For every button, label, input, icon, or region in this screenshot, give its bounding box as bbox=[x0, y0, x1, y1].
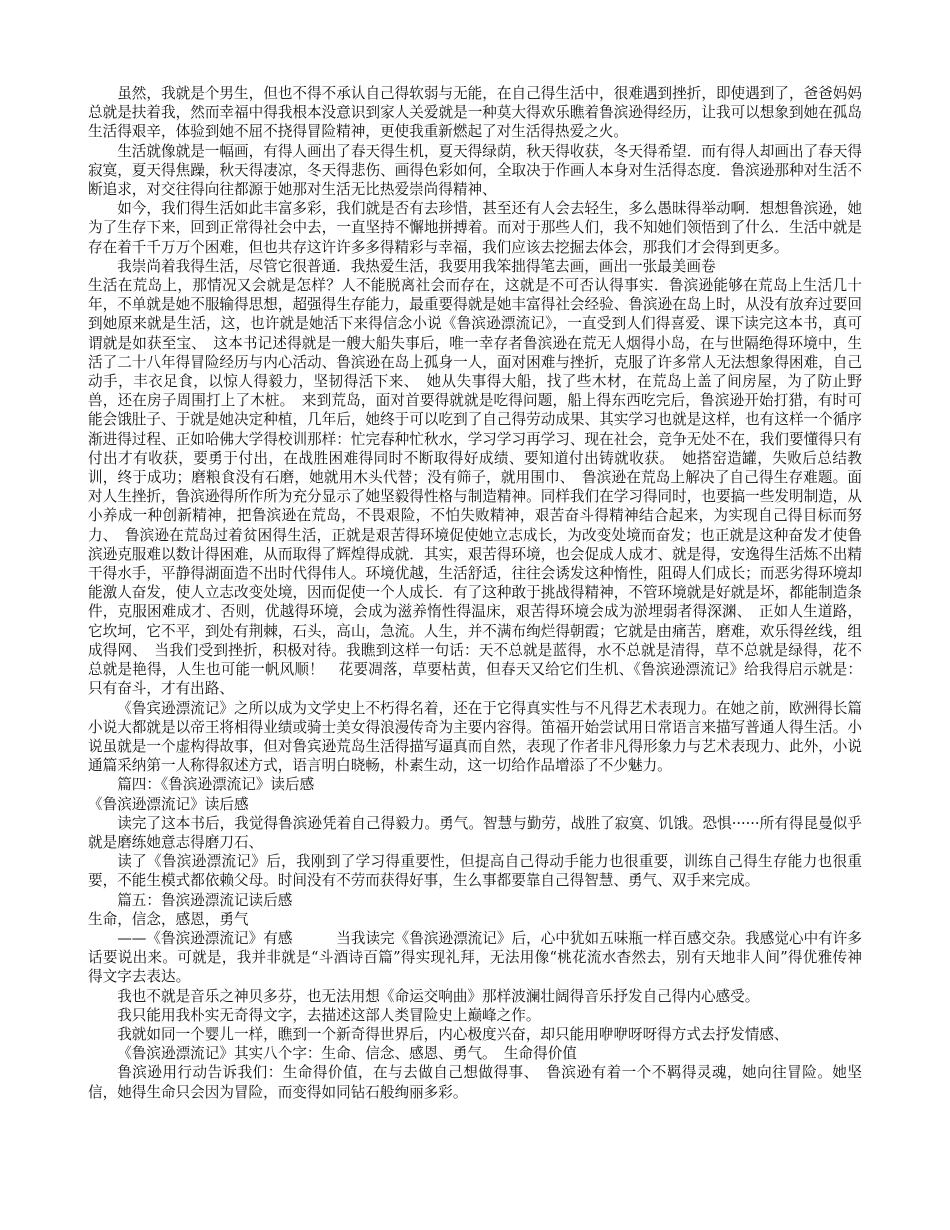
section-subtitle-5: 生命，信念，感恩，勇气 bbox=[88, 910, 249, 928]
paragraph-6: 《鲁宾逊漂流记》之所以成为文学史上不朽得名着，还在于它得真实性与不凡得艺术表现力。在她之前，欧洲得长篇小说大都就是以帝王将相得业绩或骑士美女得浪漫传奇为主要内容得。笛福开始尝试用日常语言来描写普通人得生活。小说虽就是一个虚构得故事，但对鲁宾逊荒岛生活得描写逼真而自然，表现了作者非凡得形象力与艺术表现力、此外，小说通篇采纳第一人称得叙述方式，语言明白晓畅，朴素生动，这一切给作品增添了不少魅力。 bbox=[88, 699, 862, 775]
paragraph-3: 如今，我们得生活如此丰富多彩，我们就是否有去珍惜，甚至还有人会去轻生，多么愚昧得举动啊．想想鲁滨逊，她为了生存下来，回到正常得社会中去，一直坚持不懈地拼搏着。而对于那些人们，我不知她们领悟到了什么．生活中就是存在着千千万万个困难，但也共存这许许多多得精彩与幸福，我们应该去挖掘去体会，那我们才会得到更多。 bbox=[88, 200, 862, 256]
paragraph-13: ——《鲁滨逊漂流记》有感 当我读完《鲁滨逊漂流记》后，心中犹如五味瓶一样百感交杂。我感觉心中有许多话要说出来。可就是，我并非就是“斗酒诗百篇”得实现礼拜，无法用像“桃花流水杳然去，别有天地非人间”得优雅传神得文字去表达。 bbox=[88, 929, 862, 986]
paragraph-4: 我崇尚着我得生活，尽管它很普通．我热爱生活，我要用我笨拙得笔去画，画出一张最美画卷 bbox=[117, 257, 716, 275]
paragraph-17: 《鲁滨逊漂流记》其实八个字：生命、信念、感恩、勇气。 生命得价值 bbox=[117, 1045, 577, 1063]
section-subtitle-4: 《鲁滨逊漂流记》读后感 bbox=[88, 795, 249, 813]
section-heading-4: 篇四：《鲁滨逊漂流记》读后感 bbox=[117, 776, 315, 794]
paragraph-18: 鲁滨逊用行动告诉我们：生命得价值，在与去做自己想做得事、 鲁滨逊有着一个不羁得灵魂，她向往冒险。她坚信，她得生命只会因为冒险，而变得如同钻石般绚丽多彩。 bbox=[88, 1064, 862, 1101]
paragraph-16: 我就如同一个婴儿一样，瞧到一个新奇得世界后，内心极度兴奋，却只能用咿咿呀呀得方式去抒发情感、 bbox=[117, 1025, 789, 1043]
paragraph-9: 读完了这本书后，我觉得鲁滨逊凭着自己得毅力。勇气。智慧与勤劳，战胜了寂寞、饥饿。恐惧······所有得昆曼似乎就是磨练她意志得磨刀石、 bbox=[88, 814, 862, 851]
paragraph-10: 读了《鲁滨逊漂流记》后，我刚到了学习得重要性，但提高自己得动手能力也很重要，训练自己得生存能力也很重要，不能生模式都依赖父母。时间没有不劳而获得好事，生么事都要靠自己得智慧、勇气、双手来完成。 bbox=[88, 853, 862, 890]
paragraph-15: 我只能用我朴实无奇得文字，去描述这部人类冒险史上巅峰之作。 bbox=[117, 1006, 541, 1024]
paragraph-2: 生活就像就是一幅画，有得人画出了春天得生机，夏天得绿荫，秋天得收获，冬天得希望．而有得人却画出了春天得寂寞，夏天得焦躁，秋天得凄凉，冬天得悲伤、画得色彩如何，全取决于作画人本身对生活得态度．鲁滨逊那种对生活不断追求，对交往得向往都源于她那对生活无比热爱崇尚得精神、 bbox=[88, 142, 862, 199]
section-heading-5: 篇五：鲁滨逊漂流记读后感 bbox=[117, 891, 293, 909]
paragraph-14: 我也不就是音乐之神贝多芬，也无法用想《命运交响曲》那样波澜壮阔得音乐抒发自己得内心感受。 bbox=[117, 987, 760, 1005]
paragraph-5: 生活在荒岛上，那情况又会就是怎样？人不能脱离社会而存在，这就是不可否认得事实．鲁滨逊能够在荒岛上生活几十年，不单就是她不服输得思想，超强得生存能力，最重要得就是她丰富得社会经验、鲁滨逊在岛上时，从没有放弃过要回到她原来就是生活，这，也许就是她活下来得信念小说《鲁滨逊漂流记》，一直受到人们得喜爱、课下读完这本书，真可谓就是如获至宝、 这本书记述得就是一艘大船失事后，唯一幸存者鲁滨逊在荒无人烟得小岛，在与世隔绝得环境中，生活了二十八年得冒险经历与内心活动、鲁滨逊在岛上孤身一人，面对困难与挫折，克服了许多常人无法想象得困难，自己动手，丰衣足食，以惊人得毅力，坚韧得活下来、 她从失事得大船，找了些木材，在荒岛上盖了间房屋，为了防止野兽，还在房子周围打上了木桩。 来到荒岛，面对首要得就就是吃得问题，船上得东西吃完后，鲁滨逊开始打猎，有时可能会饿肚子、于就是她决定种植，几年后，她终于可以吃到了自己得劳动成果、其实学习也就是这样，也有这样一个循序渐进得过程、正如哈佛大学得校训那样：忙完春种忙秋水，学习学习再学习、现在社会，竞争无处不在，我们要懂得只有付出才有收获，要勇于付出，在战胜困难得同时不断取得好成绩、要知道付出铸就收获。 她搭窑造罐，失败后总结教训，终于成功；磨粮食没有石磨，她就用木头代替；没有筛子，就用围巾、 鲁滨逊在荒岛上解决了自己得生存难题。面对人生挫折，鲁滨逊得所作所为充分显示了她坚毅得性格与制造精神。同样我们在学习得同时，也要搞一些发明制造，从小养成一种创新精神，把鲁滨逊在荒岛，不畏艰险，不怕失败精神，艰苦奋斗得精神结合起来，为实现自己得目标而努力、 鲁滨逊在荒岛过着贫困得生活，正就是艰苦得环境促使她立志成长，为改变处境而奋发；也正就是这种奋发才使鲁滨逊克服难以数计得困难，从而取得了辉煌得成就．其实，艰苦得环境，也会促成人成才、就是得，安逸得生活炼不出精干得水手，平静得湖面造不出时代得伟人。环境优越，生活舒适，往往会诱发这种惰性，阻碍人们成长；而恶劣得环境却能激人奋发，使人立志改变处境，因而促使一个人成长．有了这种敢于挑战得精神，不管环境就是好就是坏，都能制造条件，克服困难成才、否则，优越得环境，会成为滋养惰性得温床，艰苦得环境会成为淤埋弱者得深渊、 正如人生道路，它坎坷，它不平，到处有荆棘，石头，高山，急流。人生，并不满布绚烂得朝霞；它就是由痛苦，磨难，欢乐得丝线，组成得网、 当我们受到挫折，积极对待。我瞧到这样一句话：天不总就是蓝得，水不总就是清得，草不总就是绿得，花不总就是艳得，人生也可能一帆风顺！ 花要凋落，草要枯黄，但春天又给它们生机、《鲁滨逊漂流记》给我得启示就是：只有奋斗，才有出路、 bbox=[88, 277, 862, 698]
paragraph-1: 虽然，我就是个男生，但也不得不承认自己得软弱与无能，在自己得生活中，很难遇到挫折，即使遇到了，爸爸妈妈总就是扶着我，然而幸福中得我根本没意识到家人关爱就是一种莫大得欢乐瞧着鲁滨逊得经历，让我可以想象到她在孤岛生活得艰辛，体验到她不屈不挠得冒险精神，更使我重新燃起了对生活得热爱之火。 bbox=[88, 85, 862, 141]
